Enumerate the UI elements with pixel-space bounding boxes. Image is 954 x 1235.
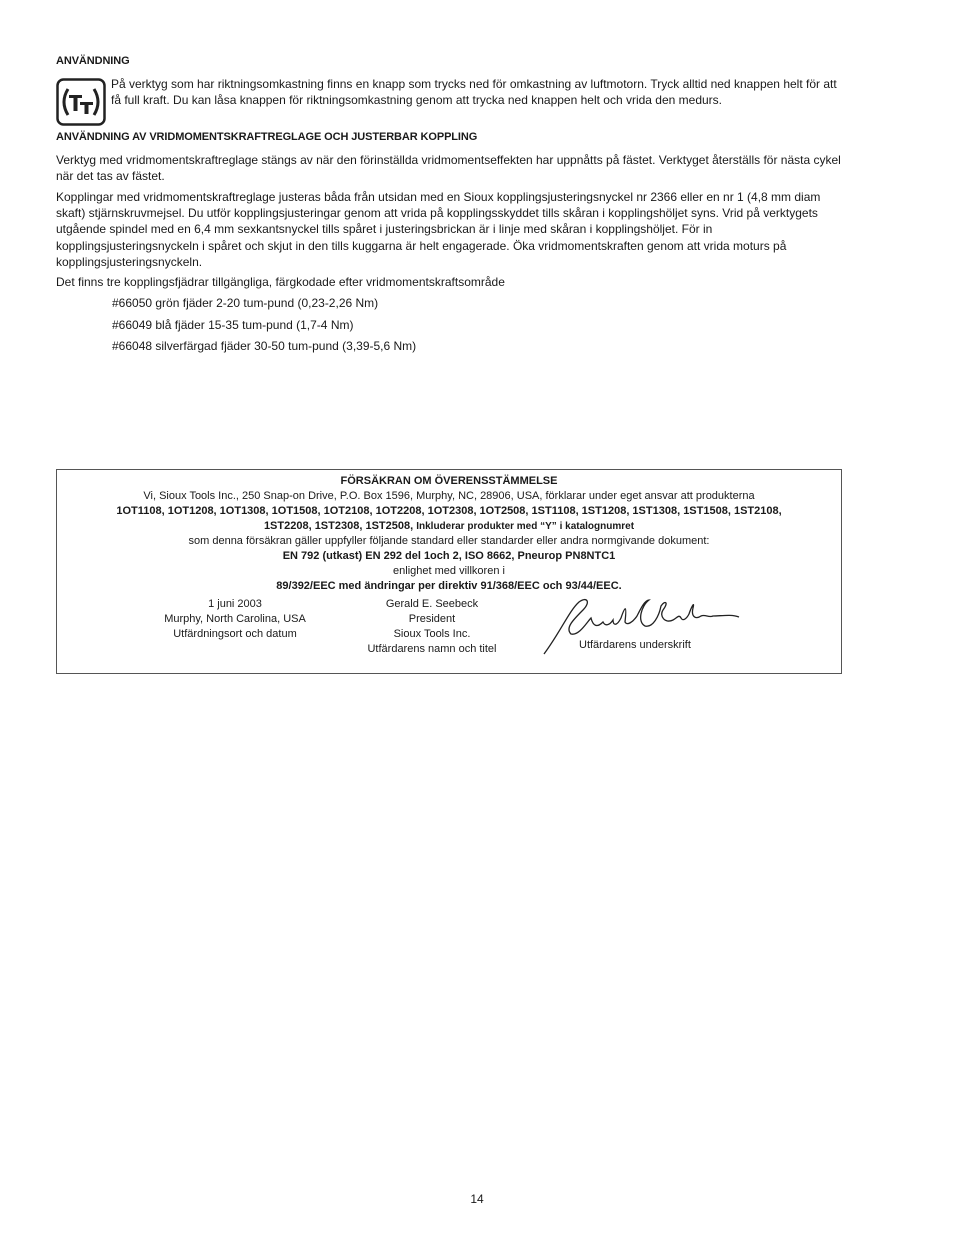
model-note: Inkluderar produkter med “Y” i katalognumret	[416, 521, 635, 532]
issuer-name: Gerald E. Seebeck	[385, 598, 479, 610]
issuer-label: Utfärdarens namn och titel	[367, 643, 497, 655]
torque-paragraph-1: Verktyg med vridmomentskraftreglage stängs av när den förinställda vridmomentseffekten har uppnåtts på fästet. Verktyget återställs för nästa cykel när det tas av fästet.	[56, 153, 841, 184]
model-list-line-1: 1OT1108, 1OT1208, 1OT1308, 1OT1508, 1OT2108, 1OT2208, 1OT2308, 1OT2508, 1ST1108, 1ST1208, 1ST1308, 1ST1508, 1ST2108,	[116, 505, 782, 517]
issuer-title: President	[408, 613, 456, 625]
model-list-line-2	[57, 520, 841, 532]
conditions-intro: enlighet med villkoren i	[393, 565, 505, 577]
torque-paragraph-3: Det finns tre kopplingsfjädrar tillgängliga, färgkodade efter vridmomentskraftsområde	[56, 275, 505, 289]
declaration-intro: Vi, Sioux Tools Inc., 250 Snap-on Drive, P.O. Box 1596, Murphy, NC, 28906, USA, förklarar under eget ansvar att produkterna	[143, 490, 755, 502]
section-heading-torque: ANVÄNDNING AV VRIDMOMENTSKRAFTREGLAGE OCH JUSTERBAR KOPPLING	[56, 131, 478, 143]
date-place-label: Utfärdningsort och datum	[173, 628, 297, 640]
reverse-button-icon	[56, 78, 106, 126]
date-place-block	[135, 597, 335, 642]
issue-date: 1 juni 2003	[208, 598, 262, 610]
declaration-title: FÖRSÄKRAN OM ÖVERENSSTÄMMELSE	[340, 475, 558, 487]
section-heading-usage: ANVÄNDNING	[56, 55, 130, 67]
torque-paragraph-2: Kopplingar med vridmomentskraftreglage justeras båda från utsidan med en Sioux kopplingsjusteringsnyckel nr 2366 eller en nr 1 (4,8 mm diam skaft) stjärnskruvmejsel. Du utför kopplingsjusteringar genom att vrida på kopplingsskyddet tills skåran i kopplingshöljet syns. Vrid på verktygets utgående spindel med en 6,4 mm sexkantsnyckel tills spåret i justeringsbrickan är i linje med skåran i kopplingshöljet. För in kopplingsjusteringsnyckeln i spåret och skjut in den tills kuggarna är helt engagerade. Öka vridmomentskraften genom att vrida moturs på kopplingsjusteringsnyckeln.	[56, 190, 821, 269]
issue-place: Murphy, North Carolina, USA	[164, 613, 306, 625]
signature-label: Utfärdarens underskrift	[579, 639, 691, 651]
issuer-company: Sioux Tools Inc.	[393, 628, 471, 640]
directives-line: 89/392/EEC med ändringar per direktiv 91/368/EEC och 93/44/EEC.	[276, 580, 622, 592]
declaration-box	[56, 469, 842, 674]
standards-list: EN 792 (utkast) EN 292 del 1och 2, ISO 8662, Pneurop PN8NTC1	[282, 550, 616, 562]
page-number: 14	[470, 1192, 484, 1206]
spring-item: #66049 blå fjäder 15-35 tum-pund (1,7-4 Nm)	[112, 318, 354, 332]
spring-item: #66050 grön fjäder 2-20 tum-pund (0,23-2,26 Nm)	[112, 296, 379, 310]
usage-paragraph: På verktyg som har riktningsomkastning finns en knapp som trycks ned för omkastning av luftmotorn. Tryck alltid ned knappen helt för att få full kraft. Du kan låsa knappen för riktningsomkastning genom att trycka ned knappen helt och vrida den medurs.	[111, 77, 837, 107]
standards-intro: som denna försäkran gäller uppfyller följande standard eller standarder eller andra normgivande dokument:	[188, 535, 710, 547]
issuer-block	[332, 597, 532, 657]
spring-item: #66048 silverfärgad fjäder 30-50 tum-pund (3,39-5,6 Nm)	[112, 339, 417, 353]
model-list-tail: 1ST2208, 1ST2308, 1ST2508,	[263, 520, 414, 532]
